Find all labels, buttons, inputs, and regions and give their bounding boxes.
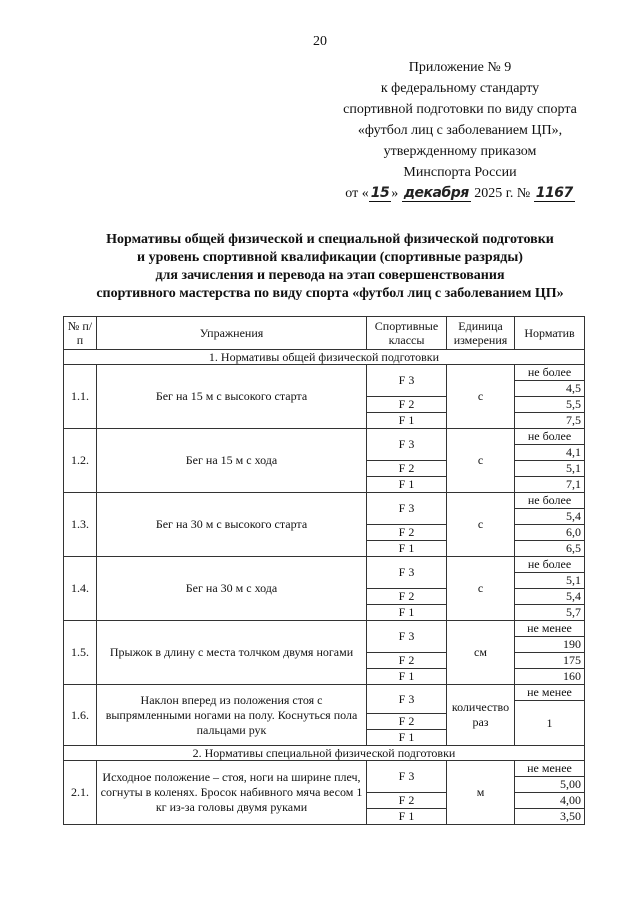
section-title: 1. Нормативы общей физической подготовки (64, 350, 585, 365)
order-prefix: от « (345, 186, 369, 201)
row-class: F 2 (367, 525, 447, 541)
document-title (60, 231, 600, 303)
order-mid: » (391, 186, 399, 201)
annex-line: Приложение № 9 (408, 60, 512, 75)
row-exercise: Бег на 15 м с хода (97, 429, 367, 493)
table-row (64, 621, 585, 637)
row-unit: количество раз (447, 685, 515, 746)
row-exercise: Бег на 30 м с хода (97, 557, 367, 621)
table-row (64, 557, 585, 573)
row-unit: с (447, 557, 515, 621)
row-class: F 3 (367, 429, 447, 461)
row-class: F 3 (367, 621, 447, 653)
row-class: F 1 (367, 669, 447, 685)
row-class: F 2 (367, 793, 447, 809)
title-line: Нормативы общей физической и специальной физической подготовки (106, 232, 554, 247)
row-class: F 1 (367, 413, 447, 429)
row-qualifier: не более (515, 557, 585, 573)
row-exercise: Бег на 15 м с высокого старта (97, 365, 367, 429)
row-qualifier: не менее (515, 621, 585, 637)
row-qualifier: не менее (515, 685, 585, 701)
row-unit: с (447, 429, 515, 493)
row-value: 6,0 (515, 525, 585, 541)
row-value: 5,4 (515, 509, 585, 525)
header-norm: Норматив (515, 317, 585, 350)
row-class: F 2 (367, 714, 447, 730)
row-value: 175 (515, 653, 585, 669)
row-class: F 1 (367, 730, 447, 746)
section-row (64, 350, 585, 365)
row-value: 7,1 (515, 477, 585, 493)
row-class: F 1 (367, 605, 447, 621)
order-day: 15 (370, 185, 390, 201)
row-value: 5,5 (515, 397, 585, 413)
annex-header (300, 57, 620, 204)
table-row (64, 365, 585, 381)
row-class: F 3 (367, 557, 447, 589)
order-number: 1167 (535, 185, 573, 201)
row-qualifier: не более (515, 429, 585, 445)
row-num: 1.1. (64, 365, 97, 429)
row-num: 1.2. (64, 429, 97, 493)
table-header-row (64, 317, 585, 350)
row-qualifier: не более (515, 365, 585, 381)
norms-table-wrap (63, 316, 584, 825)
row-class: F 2 (367, 653, 447, 669)
annex-line: утвержденному приказом (383, 144, 537, 159)
row-exercise: Прыжок в длину с места толчком двумя ногами (97, 621, 367, 685)
row-value: 4,5 (515, 381, 585, 397)
order-date-line (300, 183, 620, 204)
norms-table (63, 316, 585, 825)
table-row (64, 685, 585, 701)
title-line: для зачисления и перевода на этап совершенствования (155, 268, 505, 283)
row-qualifier: не более (515, 493, 585, 509)
order-year: 2025 г. № (474, 186, 531, 201)
header-exercise: Упражнения (97, 317, 367, 350)
header-unit: Единица измерения (447, 317, 515, 350)
row-value: 4,1 (515, 445, 585, 461)
row-value: 1 (515, 701, 585, 746)
row-value: 190 (515, 637, 585, 653)
row-num: 1.6. (64, 685, 97, 746)
section-row (64, 746, 585, 761)
row-value: 5,4 (515, 589, 585, 605)
row-class: F 1 (367, 541, 447, 557)
title-line: спортивного мастерства по виду спорта «футбол лиц с заболеванием ЦП» (96, 286, 564, 301)
row-value: 5,1 (515, 461, 585, 477)
row-num: 2.1. (64, 761, 97, 825)
row-class: F 3 (367, 761, 447, 793)
row-value: 3,50 (515, 809, 585, 825)
row-exercise: Бег на 30 м с высокого старта (97, 493, 367, 557)
row-value: 7,5 (515, 413, 585, 429)
annex-line: «футбол лиц с заболеванием ЦП», (357, 123, 563, 138)
row-class: F 1 (367, 809, 447, 825)
row-value: 160 (515, 669, 585, 685)
header-classes: Спортивные классы (367, 317, 447, 350)
title-line: и уровень спортивной квалификации (спортивные разряды) (137, 250, 523, 265)
section-title: 2. Нормативы специальной физической подготовки (64, 746, 585, 761)
row-unit: с (447, 493, 515, 557)
row-value: 6,5 (515, 541, 585, 557)
annex-line: к федеральному стандарту (380, 81, 540, 96)
row-class: F 3 (367, 685, 447, 714)
table-row (64, 493, 585, 509)
row-exercise: Наклон вперед из положения стоя с выпрямленными ногами на полу. Коснуться пола пальцами рук (97, 685, 367, 746)
row-class: F 2 (367, 589, 447, 605)
row-class: F 2 (367, 461, 447, 477)
annex-line: Минспорта России (403, 165, 517, 180)
row-value: 4,00 (515, 793, 585, 809)
order-month: декабря (403, 185, 469, 201)
row-value: 5,1 (515, 573, 585, 589)
row-num: 1.4. (64, 557, 97, 621)
row-unit: с (447, 365, 515, 429)
table-row (64, 761, 585, 777)
row-unit: см (447, 621, 515, 685)
annex-line: спортивной подготовки по виду спорта (343, 102, 577, 117)
header-num: № п/п (64, 317, 97, 350)
row-num: 1.5. (64, 621, 97, 685)
row-num: 1.3. (64, 493, 97, 557)
row-class: F 2 (367, 397, 447, 413)
row-class: F 1 (367, 477, 447, 493)
row-class: F 3 (367, 365, 447, 397)
row-unit: м (447, 761, 515, 825)
table-row (64, 429, 585, 445)
row-exercise: Исходное положение – стоя, ноги на ширине плеч, согнуты в коленях. Бросок набивного мяча весом 1 кг из-за головы двумя руками (97, 761, 367, 825)
row-class: F 3 (367, 493, 447, 525)
row-value: 5,7 (515, 605, 585, 621)
row-value: 5,00 (515, 777, 585, 793)
row-qualifier: не менее (515, 761, 585, 777)
page-number: 20 (313, 34, 327, 49)
